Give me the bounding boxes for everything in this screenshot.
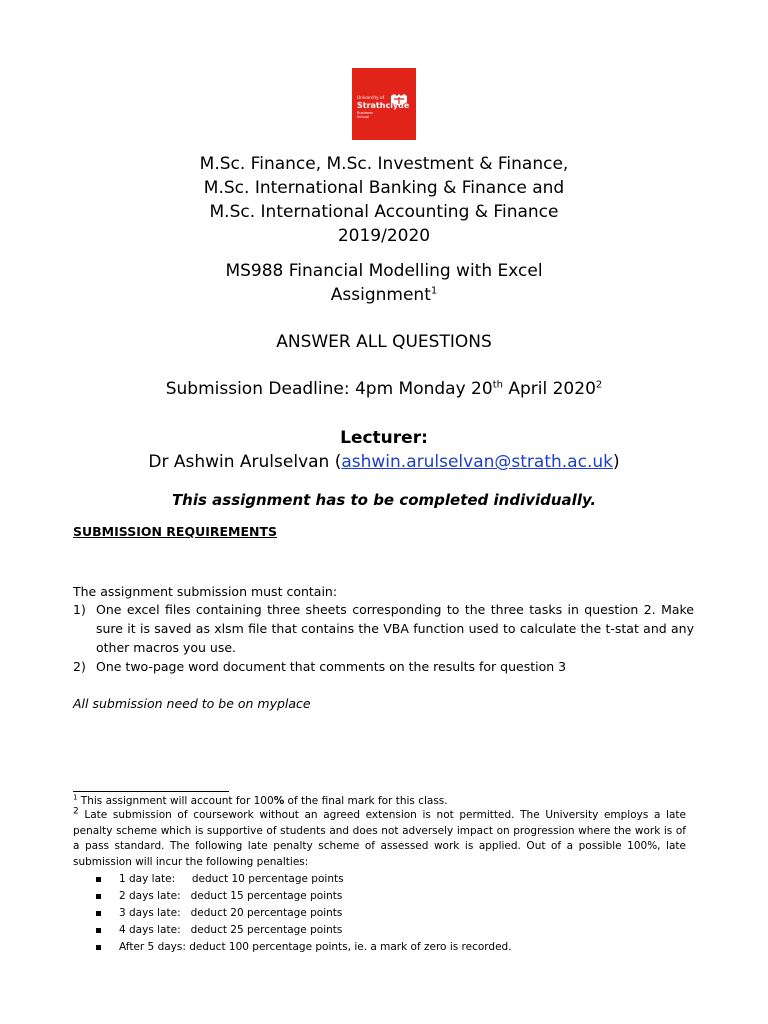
submission-deadline — [0, 377, 768, 401]
lecturer-label: Lecturer: — [340, 428, 428, 448]
footnote-2-marker: 2 — [73, 806, 79, 817]
list-item — [73, 657, 694, 676]
penalty-text: 1 day late: deduct 10 percentage points — [119, 873, 344, 885]
bullet-icon — [96, 945, 101, 950]
footnote-1 — [73, 794, 448, 809]
list-item — [95, 922, 512, 939]
footnote-1-text-end: of the final mark for this class. — [284, 795, 448, 807]
penalty-text: 3 days late: deduct 20 percentage points — [119, 907, 343, 919]
programme-line: M.Sc. Finance, M.Sc. Investment & Finance, — [199, 154, 569, 174]
assignment-word: Assignment — [330, 285, 431, 305]
logo-line-4: School — [357, 115, 369, 120]
day-suffix: th — [492, 379, 503, 391]
footnote-1-percent: % — [273, 795, 285, 807]
bullet-icon — [96, 877, 101, 882]
lecturer-close-paren: ) — [612, 452, 620, 472]
list-item — [95, 871, 512, 888]
assignment-label — [0, 283, 768, 307]
bullet-icon — [96, 894, 101, 899]
logo-wordmark — [357, 97, 409, 120]
answer-all-heading: ANSWER ALL QUESTIONS — [276, 332, 492, 352]
logo-line-3: Business — [357, 111, 373, 116]
footnote-separator — [73, 791, 229, 792]
list-text: One excel files containing three sheets corresponding to the three tasks in question 2. Make sure it is saved as xlsm file that contains the VBA function used to calculate the t-stat and any other macros you use. — [96, 602, 694, 655]
footnote-1-text: This assignment will account for 100 — [77, 795, 274, 807]
penalty-list — [95, 871, 512, 956]
penalty-text: 4 days late: deduct 25 percentage points — [119, 924, 343, 936]
footnote-ref-2: 2 — [595, 379, 603, 391]
deadline-suffix: April 2020 — [502, 379, 596, 399]
bullet-icon — [96, 928, 101, 933]
requirements-list — [73, 600, 694, 676]
list-item — [95, 905, 512, 922]
list-number: 1) — [73, 602, 86, 617]
programme-titles — [0, 152, 768, 248]
logo-line-1: University of — [357, 96, 385, 101]
programme-line: M.Sc. International Banking & Finance and — [203, 178, 565, 198]
individual-note: This assignment has to be completed individually. — [171, 491, 597, 509]
penalty-text: After 5 days: deduct 100 percentage points, ie. a mark of zero is recorded. — [119, 941, 512, 953]
lecturer-line — [0, 450, 768, 474]
course-block — [0, 259, 768, 307]
myplace-note: All submission need to be on myplace — [73, 696, 311, 711]
logo-line-2: Strathclyde — [357, 101, 410, 111]
footnote-ref-1: 1 — [430, 285, 438, 297]
deadline-prefix: Submission Deadline: 4pm Monday 20 — [165, 379, 493, 399]
footnote-2 — [73, 808, 686, 870]
footnote-2-text: Late submission of coursework without an agreed extension is not permitted. The University employs a late penalty scheme which is supportive of students and does not adversely impact on progression where the work is of a pass standard. The following late penalty scheme of assessed work is applied. Out of a possible 100%, late submission will incur the following penalties: — [73, 809, 686, 868]
requirements-intro: The assignment submission must contain: — [73, 584, 338, 599]
lecturer-name: Dr Ashwin Arulselvan ( — [148, 452, 342, 472]
footnote-1-marker: 1 — [73, 793, 78, 802]
requirements-heading: SUBMISSION REQUIREMENTS — [73, 524, 278, 539]
list-item — [95, 939, 512, 956]
academic-year: 2019/2020 — [337, 226, 431, 246]
list-item — [73, 600, 694, 657]
university-logo — [352, 68, 416, 140]
list-item — [95, 888, 512, 905]
lecturer-email-link[interactable]: ashwin.arulselvan@strath.ac.uk — [341, 452, 613, 472]
programme-line: M.Sc. International Accounting & Finance — [209, 202, 559, 222]
bullet-icon — [96, 911, 101, 916]
course-title: MS988 Financial Modelling with Excel — [225, 261, 543, 281]
list-number: 2) — [73, 659, 86, 674]
list-text: One two-page word document that comments on the results for question 3 — [96, 659, 567, 674]
penalty-text: 2 days late: deduct 15 percentage points — [119, 890, 343, 902]
